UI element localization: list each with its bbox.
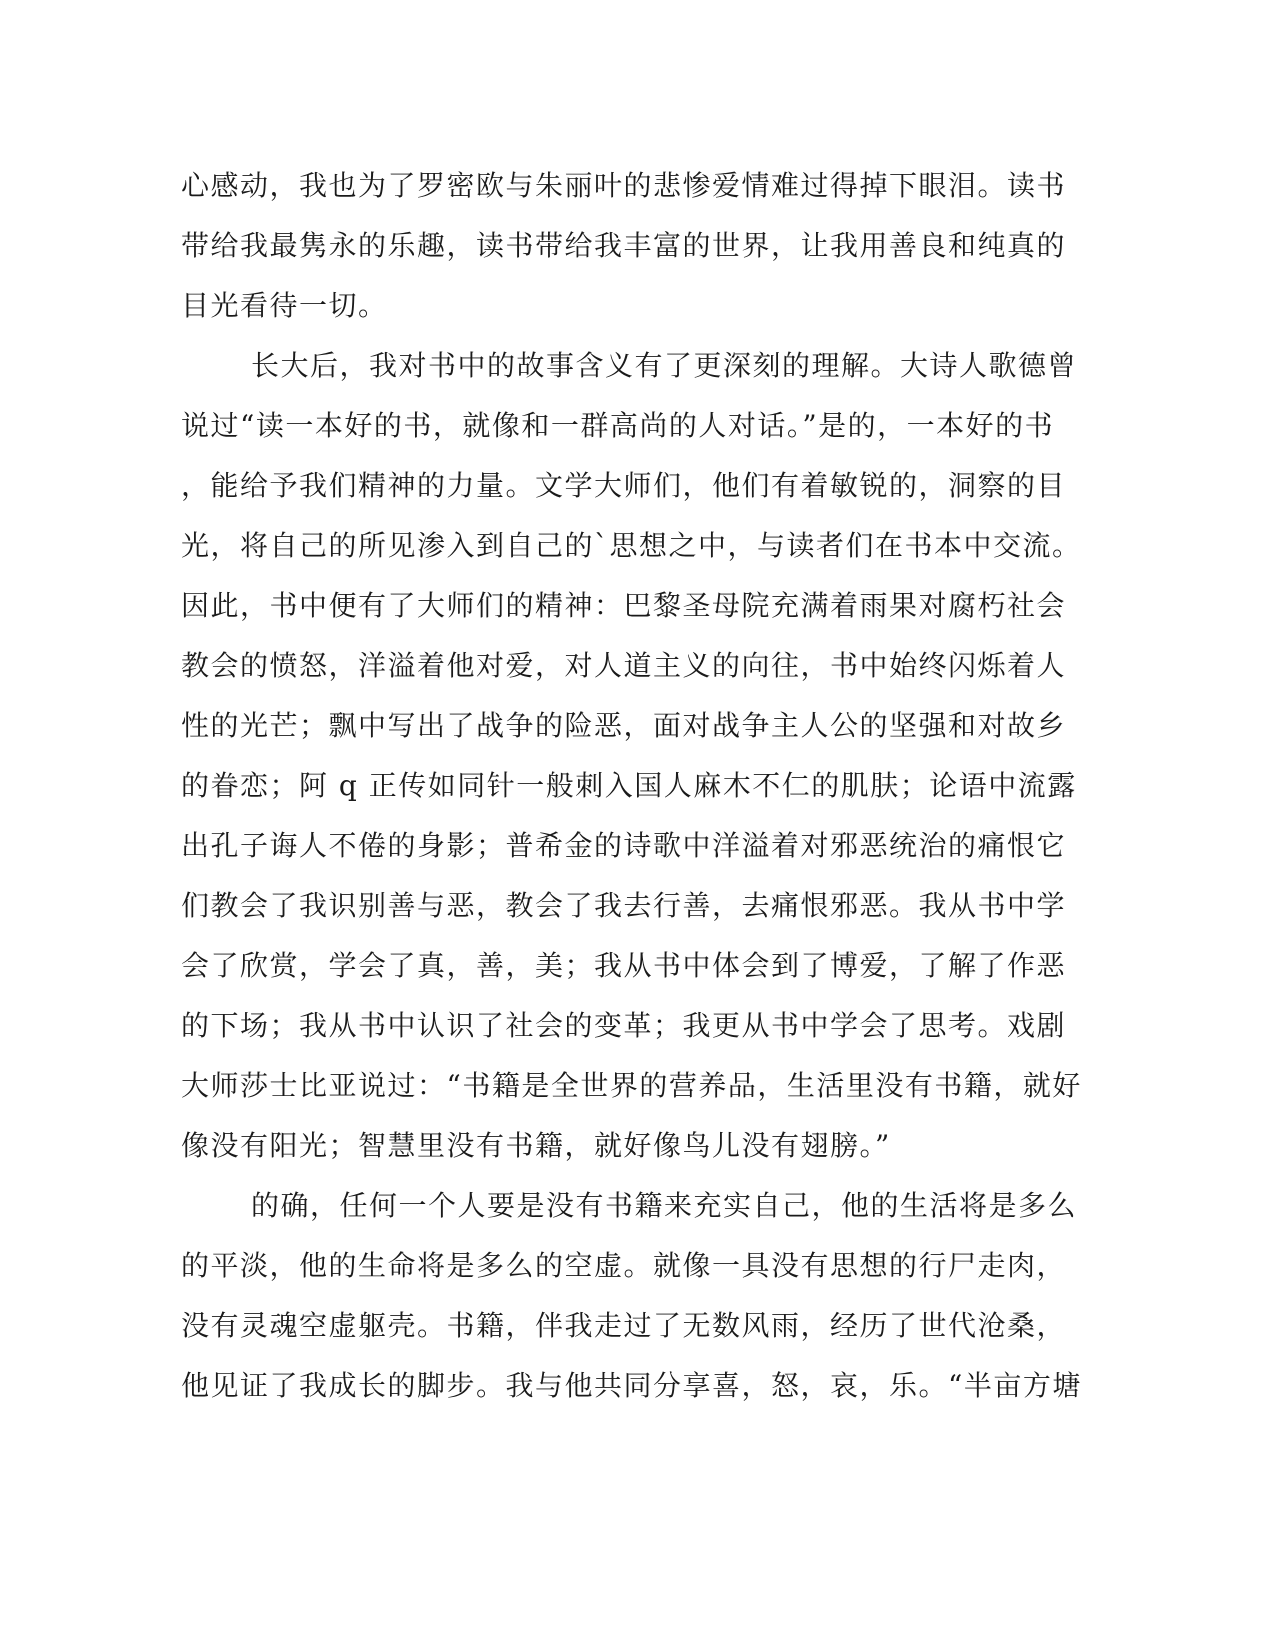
text-line: 带给我最隽永的乐趣，读书带给我丰富的世界，让我用善良和纯真的 bbox=[181, 229, 1067, 262]
text-line: 的平淡，他的生命将是多么的空虚。就像一具没有思想的行尸走肉， bbox=[181, 1249, 1067, 1282]
paragraph-start-line: 长大后，我对书中的故事含义有了更深刻的理解。大诗人歌德曾 bbox=[251, 349, 1078, 382]
text-line: 出孔子诲人不倦的身影；普希金的诗歌中洋溢着对邪恶统治的痛恨它 bbox=[181, 829, 1067, 862]
text-line: 因此，书中便有了大师们的精神：巴黎圣母院充满着雨果对腐朽社会 bbox=[181, 589, 1067, 622]
document-body bbox=[181, 156, 1082, 1416]
text-line: 没有灵魂空虚躯壳。书籍，伴我走过了无数风雨，经历了世代沧桑， bbox=[181, 1309, 1067, 1342]
paragraph-start-line: 的确，任何一个人要是没有书籍来充实自己，他的生活将是多么 bbox=[251, 1189, 1078, 1222]
text-line: 心感动，我也为了罗密欧与朱丽叶的悲惨爱情难过得掉下眼泪。读书 bbox=[181, 169, 1067, 202]
text-line: 说过“读一本好的书，就像和一群高尚的人对话。”是的，一本好的书 bbox=[181, 409, 1055, 442]
text-line: 他见证了我成长的脚步。我与他共同分享喜，怒，哀，乐。“半亩方塘 bbox=[181, 1369, 1082, 1402]
text-line: 们教会了我识别善与恶，教会了我去行善，去痛恨邪恶。我从书中学 bbox=[181, 889, 1067, 922]
text-line: 性的光芒；飘中写出了战争的险恶，面对战争主人公的坚强和对故乡 bbox=[181, 709, 1067, 742]
text-line: 会了欣赏，学会了真，善，美；我从书中体会到了博爱，了解了作恶 bbox=[181, 949, 1067, 982]
text-line: 大师莎士比亚说过：“书籍是全世界的营养品，生活里没有书籍，就好 bbox=[181, 1069, 1082, 1102]
text-line: 光，将自己的所见渗入到自己的`思想之中，与读者们在书本中交流。 bbox=[181, 529, 1082, 562]
text-line: ，能给予我们精神的力量。文学大师们，他们有着敏锐的，洞察的目 bbox=[181, 469, 1067, 502]
text-line: 的下场；我从书中认识了社会的变革；我更从书中学会了思考。戏剧 bbox=[181, 1009, 1067, 1042]
text-line: 像没有阳光；智慧里没有书籍，就好像鸟儿没有翅膀。” bbox=[181, 1129, 891, 1162]
text-line: 的眷恋；阿 q 正传如同针一般刺入国人麻木不仁的肌肤；论语中流露 bbox=[181, 769, 1077, 802]
text-line: 目光看待一切。 bbox=[181, 289, 388, 322]
text-line: 教会的愤怒，洋溢着他对爱，对人道主义的向往，书中始终闪烁着人 bbox=[181, 649, 1067, 682]
